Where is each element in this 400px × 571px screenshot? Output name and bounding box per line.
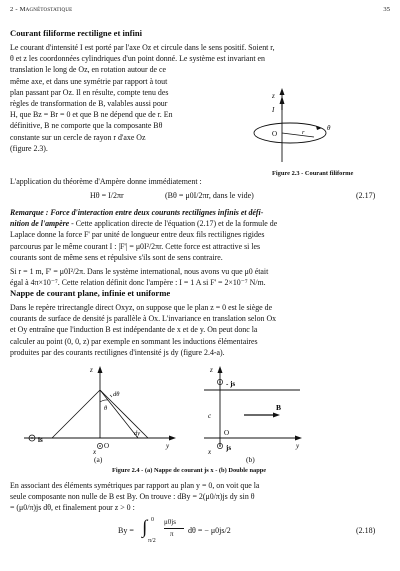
figure-b-tag: (b) xyxy=(246,455,255,464)
text-line: courants sont de même sens et répulsive s'ils sont de sens contraire. xyxy=(10,252,223,262)
text-line: L'application du théorème d'Ampère donne immédiatement : xyxy=(10,177,202,186)
figure-caption-2-4: Figure 2.4 - (a) Nappe de courant js x - (b) Double nappe xyxy=(112,467,267,474)
section-title-nappe: Nappe de courant plane, infinie et uniforme xyxy=(10,288,171,298)
z-axis-arrow xyxy=(280,88,285,95)
lower-current-dot xyxy=(219,445,221,447)
paragraph-filiforme xyxy=(10,42,390,64)
text-line: définitive, B ne comporte que la composante Bθ xyxy=(10,121,163,131)
text-line: produites par des courants rectilignes d'intensité js dy (figure 2.4-a). xyxy=(10,347,225,357)
remark-title: Remarque : Force d'interaction entre deux courants rectilignes infinis et défi- xyxy=(10,208,264,217)
fig-label-theta: θ xyxy=(327,124,331,132)
equation-2-17-main: Hθ = I/2πr xyxy=(90,191,124,200)
fig-label-z: z xyxy=(210,366,213,374)
text-line: - Cette application directe de l'équation (2.17) et de la formule de xyxy=(71,219,278,229)
right-ray-2 xyxy=(100,390,148,438)
text-line: et Oy entraîne que l'induction B est indépendante de x et de y. On peut donc la xyxy=(10,325,258,335)
fig-label-O: O xyxy=(272,130,278,138)
text-line: Laplace donne la force F' par unité de longueur entre deux fils rectilignes rigides xyxy=(10,230,265,240)
text-line: calculer au point (0, 0, z) par exemple en sommant les inductions élémentaires xyxy=(10,336,258,346)
figure-nappe-b xyxy=(200,362,310,454)
ampere-sentence xyxy=(10,176,390,187)
fig-label-z: z xyxy=(272,92,275,100)
eq-lhs: By = xyxy=(118,526,134,535)
fig-label-is: is xyxy=(38,436,43,444)
fig-label-z: z xyxy=(90,366,93,374)
figure-courant-filiforme xyxy=(232,84,392,168)
fig-label-r: r xyxy=(302,129,305,136)
text-line: même axe, et dans une symétrie par rapport à tout xyxy=(10,76,168,86)
text-line: H, que Bz = Br = 0 et que B ne dépend que de r. En xyxy=(10,110,173,120)
text-line: translation le long de Oz, en rotation autour de ce xyxy=(10,65,167,75)
integral-lower-bound: π/2 xyxy=(148,538,156,544)
equation-number-2-18: (2.18) xyxy=(356,526,376,535)
text-line: Le courant d'intensité I est porté par l'axe Oz et circule dans le sens positif. Soient r, xyxy=(10,43,275,52)
text-line: Dans le repère trirectangle direct Oxyz, on suppose que le plan z = 0 est le siège de xyxy=(10,303,273,312)
fig-label-O: O xyxy=(224,429,230,437)
remark-title-cont: nition de l'ampère xyxy=(10,219,70,229)
y-axis-arrow xyxy=(295,436,302,441)
fig-label-x: x xyxy=(93,448,97,454)
text-line: seule composante non nulle de B est By. On trouve : dBy = 2(μ0/π)js dy sin θ xyxy=(10,492,255,502)
integral-upper-bound: 0 xyxy=(151,517,154,523)
fig-label-y: y xyxy=(166,442,170,450)
text-line: En associant des éléments symétriques par rapport au plan y = 0, on voit que la xyxy=(10,481,260,490)
equation-2-17-vacuum: (Bθ = μ0I/2πr, dans le vide) xyxy=(165,191,254,200)
figure-a-tag: (a) xyxy=(94,455,103,464)
x-axis-dot xyxy=(99,445,101,447)
text-line: parcourus par le même courant I : |F'| = μ0I²/2πr. Cette force est attractive si les xyxy=(10,241,261,251)
figure-nappe-a xyxy=(20,362,180,454)
fig-label-dtheta: dθ xyxy=(113,391,120,398)
figure-caption-2-3: Figure 2.3 - Courant filiforme xyxy=(272,170,354,177)
text-line: θ et z les coordonnées cylindriques d'un point donné. Le système est invariant en xyxy=(10,54,266,64)
y-axis-arrow xyxy=(169,436,176,441)
fraction-denominator: π xyxy=(170,530,174,538)
page-number: 35 xyxy=(383,6,390,13)
text-line: (figure 2.3). xyxy=(10,143,48,153)
integral-sign: ∫ xyxy=(142,517,148,538)
fig-label-dy: dy xyxy=(134,430,141,437)
text-line: courants de surface de densité js parallèle à Ox. L'invariance en translation selon Ox xyxy=(10,314,277,324)
z-axis-arrow xyxy=(98,366,103,373)
text-line: constante sur un cercle de rayon r d'axe Oz xyxy=(10,132,146,142)
field-circle xyxy=(254,123,326,143)
dtheta-arc xyxy=(110,395,112,397)
field-arrow-head xyxy=(273,413,280,418)
text-line: égal à 4π×10⁻⁷. Cette relation définit donc l'ampère : I = 1 A si F' = 2×10⁻⁷ N/m. xyxy=(10,278,266,288)
left-ray xyxy=(52,390,100,438)
upper-current-dot xyxy=(219,381,221,383)
fig-label-x: x xyxy=(208,448,212,454)
theta-arc xyxy=(100,400,108,402)
remark-block xyxy=(10,207,390,288)
current-out-dot xyxy=(31,437,33,439)
fig-label-js: js xyxy=(226,444,232,452)
equation-2-18 xyxy=(118,515,318,549)
fig-label-minus-js: - js xyxy=(226,380,236,388)
fig-label-B: B xyxy=(276,403,282,412)
paragraph-filiforme-wrap xyxy=(10,64,225,154)
fig-label-c: c xyxy=(208,412,212,420)
fig-label-theta: θ xyxy=(104,405,108,412)
fraction-numerator: μ0js xyxy=(164,518,176,526)
eq-rhs: dθ = − μ0js/2 xyxy=(188,526,231,535)
z-axis-arrow xyxy=(218,366,223,373)
current-arrow-head xyxy=(280,96,285,104)
chapter-title: 2 - Magnétostatique xyxy=(10,6,73,13)
text-line: = (μ0/π)js dθ, et finalement pour z > 0 : xyxy=(10,503,135,513)
equation-number-2-17: (2.17) xyxy=(356,191,376,200)
paragraph-nappe-result xyxy=(10,480,390,514)
fig-label-y: y xyxy=(296,442,300,450)
fig-label-I: I xyxy=(272,106,275,114)
fig-label-O: O xyxy=(104,442,110,450)
section-title-filiforme: Courant filiforme rectiligne et infini xyxy=(10,28,143,38)
paragraph-nappe xyxy=(10,302,390,358)
fraction-bar xyxy=(164,528,184,529)
text-line: Si r = 1 m, F' = μ0I²/2π. Dans le système international, nous avons vu que μ0 était xyxy=(10,267,269,277)
radius-line xyxy=(282,133,314,137)
text-line: règles de transformation de B, valables aussi pour xyxy=(10,99,168,108)
text-line: plan passant par Oz. Il en résulte, compte tenu des xyxy=(10,87,169,97)
